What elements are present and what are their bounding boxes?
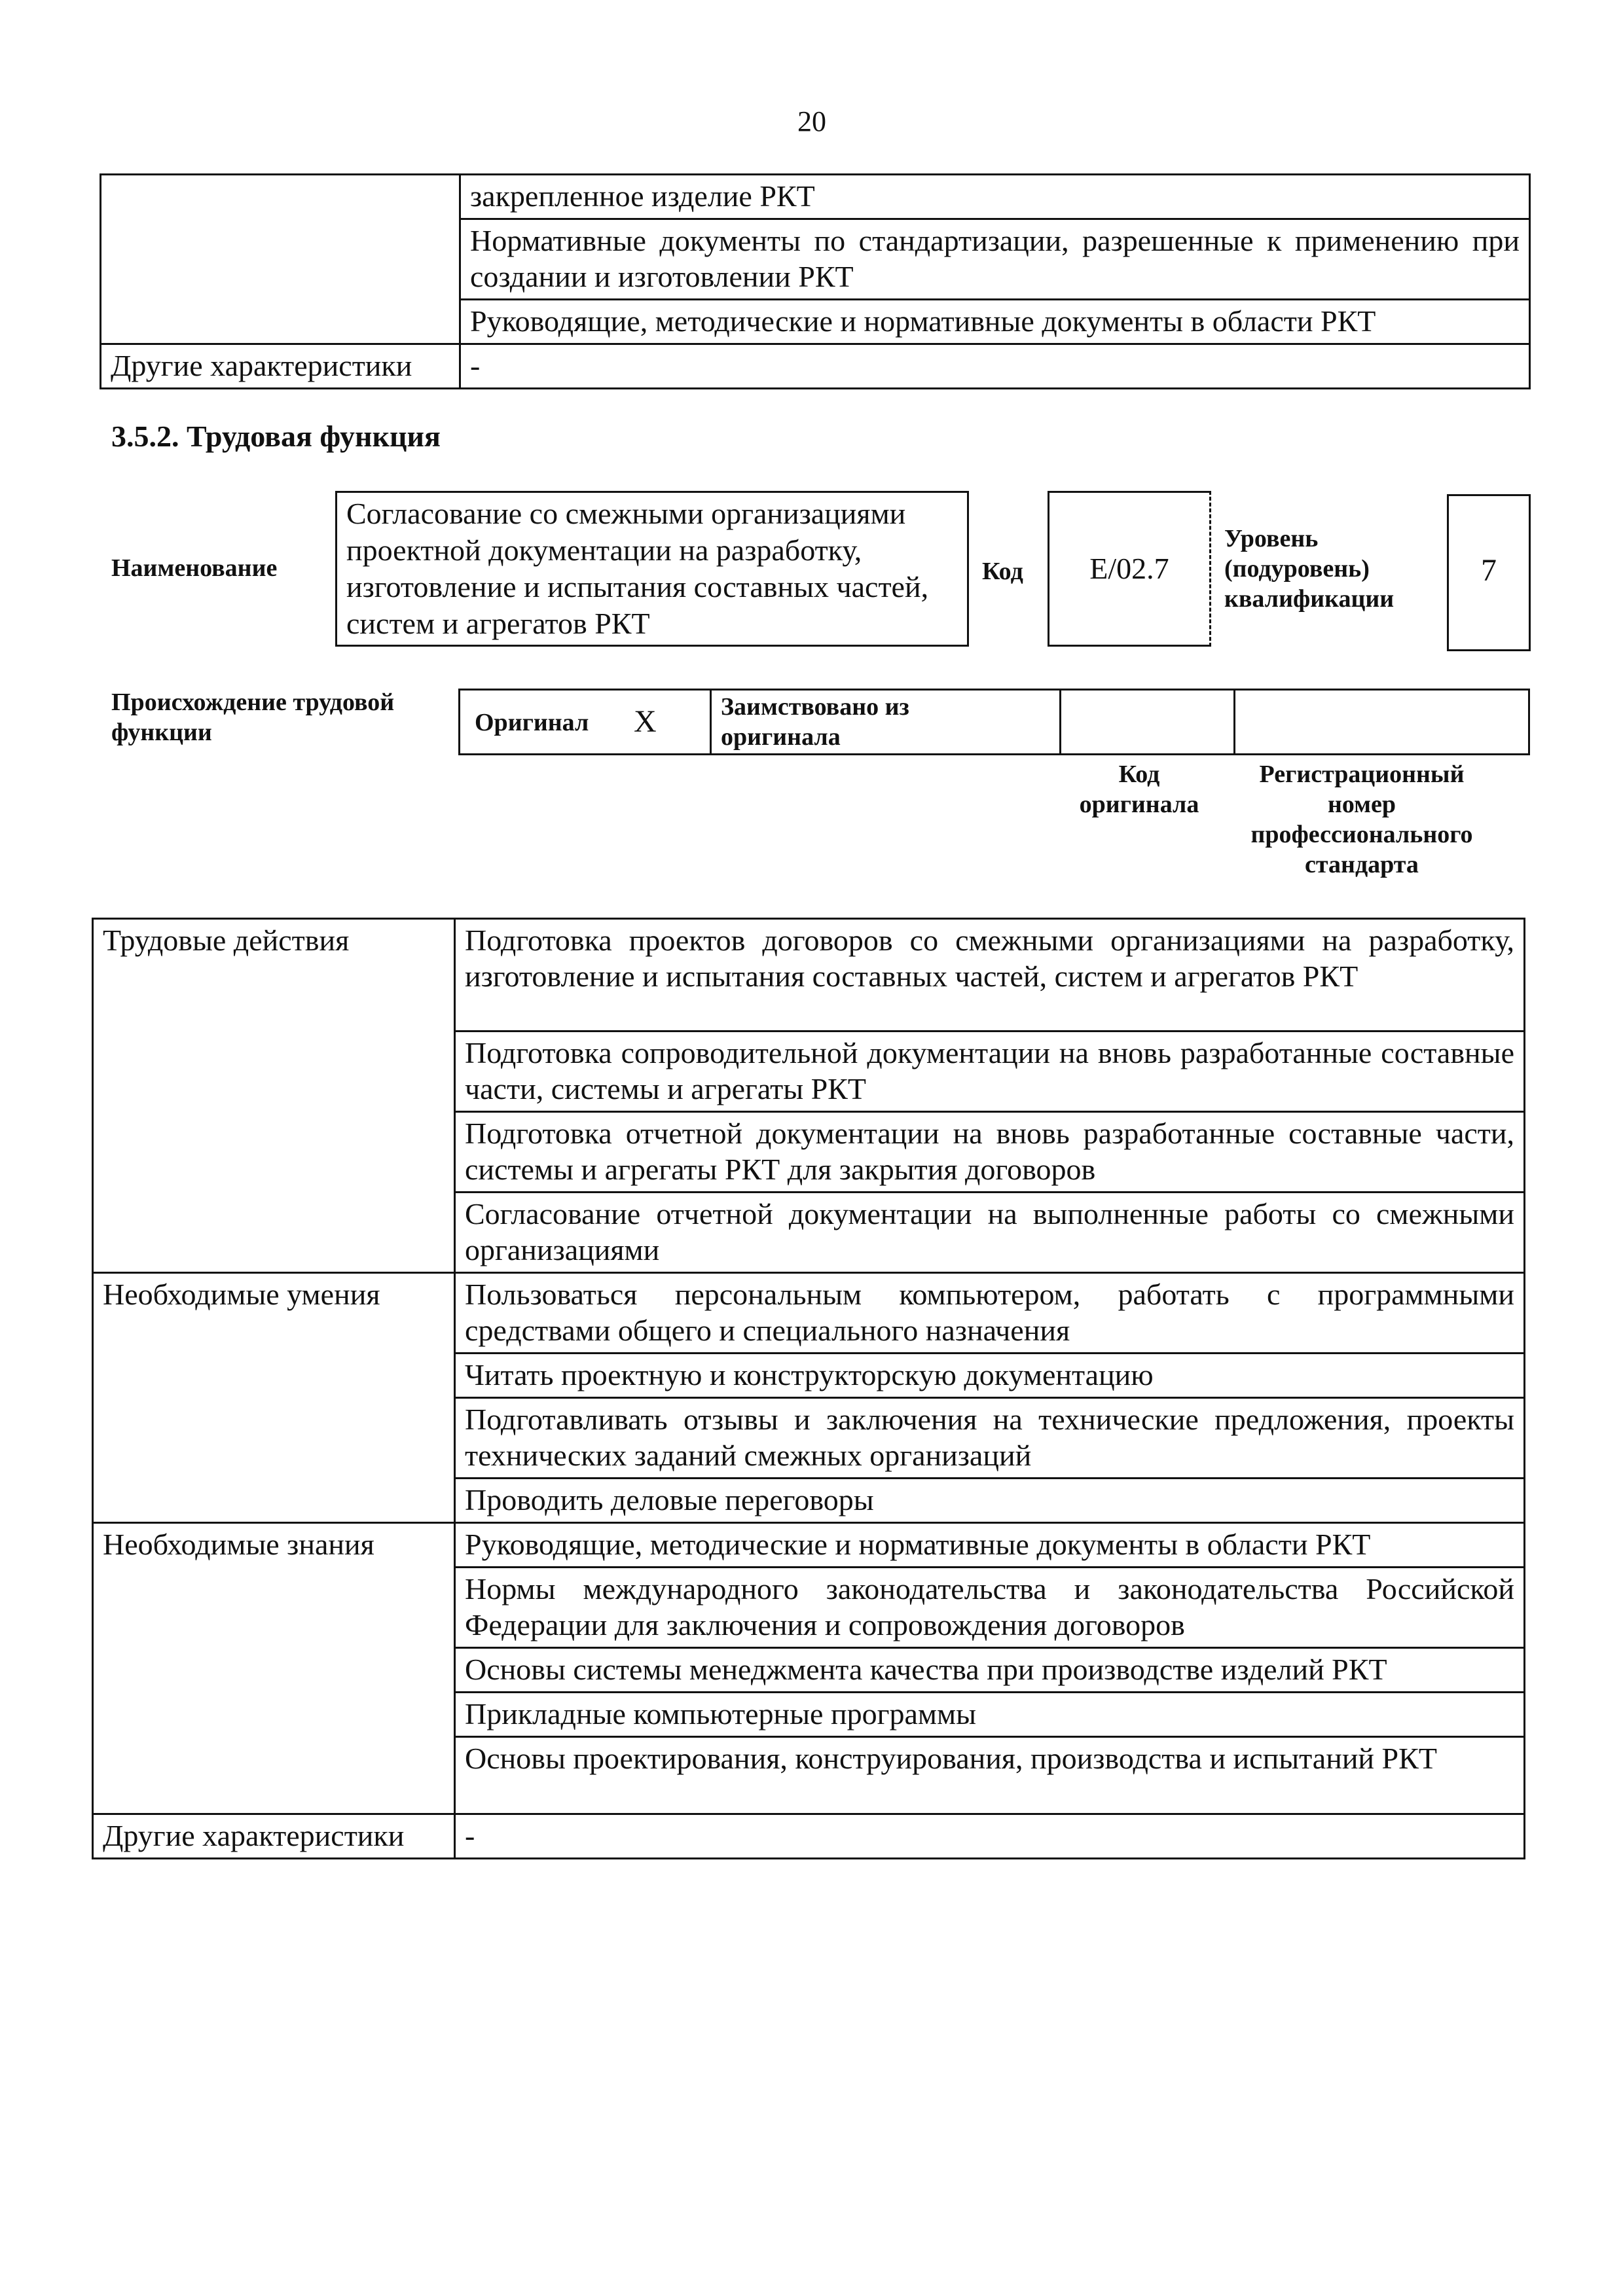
page-number: 20 — [797, 105, 826, 137]
top-table-other-value: - — [460, 344, 1530, 389]
borrowed-label: Заимствовано из оригинала — [721, 693, 909, 751]
table-row: Основы системы менеджмента качества при производстве изделий РКТ — [455, 1648, 1525, 1693]
original-mark: X — [634, 704, 657, 739]
code-box — [1048, 491, 1211, 647]
origin-divider — [710, 691, 712, 753]
code-label: Код — [982, 558, 1023, 585]
section-heading: 3.5.2. Трудовая функция — [111, 420, 441, 453]
level-value: 7 — [1481, 553, 1497, 588]
table-row: Согласование отчетной документации на выполненные работы со смежными организациями — [455, 1193, 1525, 1273]
table-row: Подготовка сопроводительной документации на вновь разработанные составные части, системы и агрегаты РКТ — [455, 1031, 1525, 1112]
origin-label: Происхождение трудовой функции — [111, 689, 395, 746]
section-label-skills: Необходимые умения — [93, 1273, 455, 1523]
table-row: Прикладные компьютерные программы — [455, 1693, 1525, 1737]
origin-divider — [1059, 691, 1061, 753]
top-table-row: Руководящие, методические и нормативные документы в области РКТ — [460, 300, 1530, 344]
origin-divider — [1233, 691, 1235, 753]
function-name-value: Согласование со смежными организациями проектной документации на разработку, изготовление и испытания составных частей, систем и агрегатов РКТ — [346, 497, 929, 640]
main-table-other-label: Другие характеристики — [93, 1814, 455, 1859]
table-row: Основы проектирования, конструирования, производства и испытаний РКТ — [455, 1737, 1525, 1814]
level-box — [1447, 494, 1531, 651]
function-name-box — [335, 491, 969, 647]
top-table-other-label: Другие характеристики — [101, 344, 460, 389]
top-table-row: Нормативные документы по стандартизации, разрешенные к применению при создании и изготовлении РКТ — [460, 219, 1530, 300]
table-row: Пользоваться персональным компьютером, работать с программными средствами общего и специального назначения — [455, 1273, 1525, 1354]
top-table — [100, 173, 1531, 389]
top-table-row: закрепленное изделие РКТ — [460, 175, 1530, 219]
table-row: Подготовка отчетной документации на вновь разработанные составные части, системы и агрегаты РКТ для закрытия договоров — [455, 1112, 1525, 1193]
code-original-caption: Код оригинала — [1079, 761, 1199, 818]
table-row: Подготовка проектов договоров со смежными организациями на разработку, изготовление и испытания составных частей, систем и агрегатов РКТ — [455, 919, 1525, 1031]
top-table-empty-label — [101, 175, 460, 344]
original-label: Оригинал — [475, 709, 589, 736]
origin-table — [458, 689, 1530, 755]
reg-number-caption: Регистрационный номер профессионального стандарта — [1250, 761, 1473, 878]
name-label: Наименование — [111, 554, 278, 582]
main-table-other-value: - — [455, 1814, 1525, 1859]
section-label-knowledge: Необходимые знания — [93, 1523, 455, 1814]
section-label-actions: Трудовые действия — [93, 919, 455, 1273]
level-label: Уровень (подуровень) квалификации — [1224, 525, 1395, 613]
table-row: Читать проектную и конструкторскую документацию — [455, 1354, 1525, 1398]
table-row: Проводить деловые переговоры — [455, 1479, 1525, 1523]
table-row: Руководящие, методические и нормативные документы в области РКТ — [455, 1523, 1525, 1568]
code-value: E/02.7 — [1089, 552, 1169, 585]
table-row: Нормы международного законодательства и законодательства Российской Федерации для заключения и сопровождения договоров — [455, 1568, 1525, 1648]
main-table — [92, 918, 1525, 1859]
table-row: Подготавливать отзывы и заключения на технические предложения, проекты технических заданий смежных организаций — [455, 1398, 1525, 1479]
